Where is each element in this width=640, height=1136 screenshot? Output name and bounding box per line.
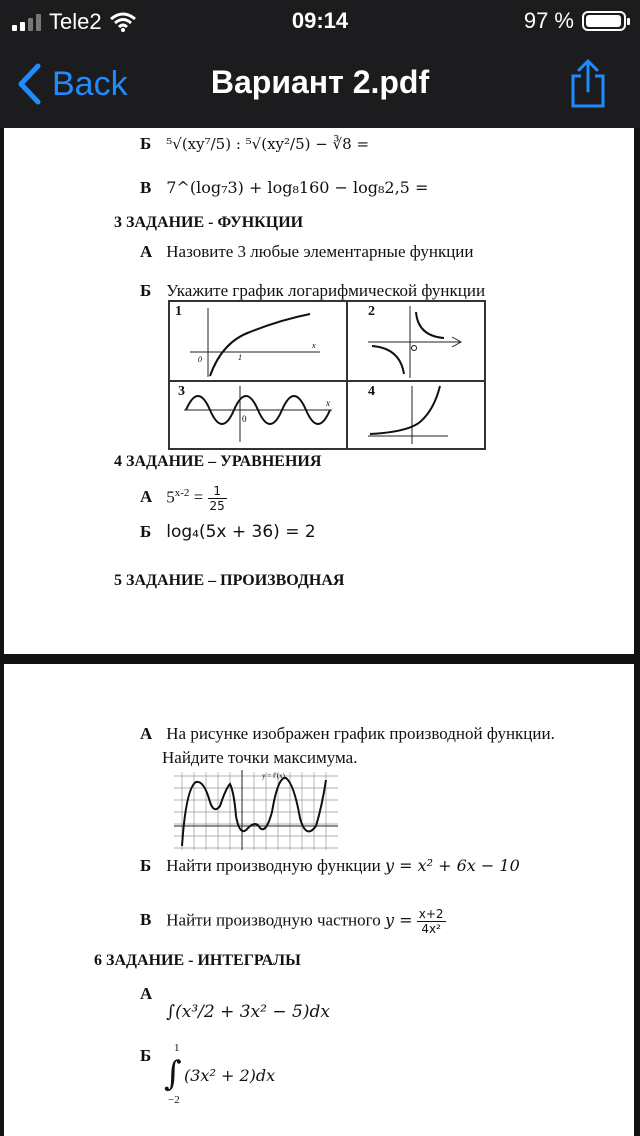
task2-b-expression: ⁵√(xy⁷/5) : ⁵√(xy²/5) − ∛8 =: [166, 135, 370, 153]
task5-v-text: Найти производную частного: [166, 910, 381, 930]
task4-b-expression: log₄(5x + 36) = 2: [166, 522, 316, 542]
clock: 09:14: [291, 8, 349, 33]
task4-a-exponent: x-2: [174, 486, 190, 499]
task5-v-numerator: x+2: [418, 907, 444, 921]
graph-cell-3: [169, 381, 347, 449]
task4-heading: 4 ЗАДАНИЕ – УРАВНЕНИЯ: [114, 453, 322, 470]
share-button[interactable]: [568, 58, 608, 113]
graph-number-4: 4: [368, 384, 375, 399]
task2-v-label: В: [140, 178, 152, 197]
task6-heading: 6 ЗАДАНИЕ - ИНТЕГРАЛЫ: [94, 952, 301, 969]
status-right: [524, 8, 626, 34]
pdf-page-1[interactable]: [4, 128, 634, 654]
battery-percent: 97 %: [523, 8, 574, 33]
svg-text:x: x: [312, 341, 316, 350]
task2-v-expression: 7^(log₇3) + log₈160 − log₈2,5 =: [166, 178, 429, 197]
task5-b-line: [140, 856, 520, 876]
task6-b-line: [140, 1046, 162, 1066]
document-title: Вариант 2.pdf: [210, 64, 430, 100]
status-bar: [0, 0, 640, 44]
task5-v-label: В: [140, 910, 152, 930]
battery-fill: [586, 15, 621, 27]
task5-a-text-line2: Найдите точки максимума.: [162, 748, 358, 767]
svg-text:x: x: [326, 398, 330, 408]
graph-cell-4: [347, 381, 485, 449]
navigation-bar: [0, 44, 640, 128]
task4-a-denominator: 25: [209, 499, 225, 513]
svg-text:1: 1: [238, 353, 242, 362]
carrier-name: Tele2: [49, 9, 102, 34]
task2-b-line: [140, 134, 369, 154]
task5-a-text-line1: На рисунке изображен график производной функции.: [166, 724, 555, 743]
task6-a-line: [140, 984, 330, 1022]
task4-a-line: [140, 484, 227, 513]
task6-b-label: Б: [140, 1046, 152, 1065]
task3-b-text: Укажите график логарифмической функции: [166, 281, 486, 300]
derivative-graph: [170, 768, 342, 850]
function-graphs-table: [168, 300, 486, 450]
task6-b-lower-limit: −2: [168, 1094, 180, 1106]
sine-graph: [170, 382, 346, 448]
share-icon: [568, 58, 608, 108]
task3-b-line: [140, 281, 485, 301]
battery-icon: [582, 11, 626, 31]
task4-a-base: 5: [166, 487, 175, 507]
task5-v-fraction: [417, 907, 446, 936]
task2-v-line: [140, 178, 428, 198]
task3-a-line: [140, 242, 474, 262]
svg-text:0: 0: [242, 414, 247, 424]
task5-heading: 5 ЗАДАНИЕ – ПРОИЗВОДНАЯ: [114, 572, 345, 589]
task3-a-text: Назовите 3 любые элементарные функции: [166, 242, 474, 261]
graph-cell-1: [169, 301, 347, 381]
graph-cell-2: [347, 301, 485, 381]
task5-b-expression: y = x² + 6x − 10: [384, 856, 520, 875]
task6-a-label: А: [140, 984, 153, 1003]
task5-b-label: Б: [140, 856, 152, 875]
task3-b-label: Б: [140, 281, 152, 300]
task5-b-text: Найти производную функции: [166, 856, 381, 875]
task5-a-label: А: [140, 724, 153, 743]
graph-number-2: 2: [368, 304, 375, 319]
task5-v-denominator: 4x²: [421, 922, 441, 936]
graph-number-3: 3: [178, 384, 185, 399]
derivative-graph-label: y = f′(x): [262, 772, 285, 780]
task4-a-numerator: 1: [208, 484, 227, 499]
task3-a-label: А: [140, 242, 153, 261]
task5-v-line: [140, 907, 446, 936]
task4-a-label: А: [140, 487, 153, 507]
task4-b-label: Б: [140, 522, 152, 541]
task3-heading: 3 ЗАДАНИЕ - ФУНКЦИИ: [114, 214, 304, 231]
task6-a-expression: ∫(x³/2 + 3x² − 5)dx: [166, 1002, 330, 1022]
integral-sign-icon: ∫: [164, 1054, 182, 1094]
task6-b-upper-limit: 1: [174, 1042, 180, 1054]
log-function-graph: [170, 302, 346, 380]
back-label: Back: [52, 64, 128, 103]
task4-b-line: [140, 522, 316, 542]
task5-v-expression: y =: [384, 910, 413, 930]
graph-number-1: 1: [175, 304, 182, 319]
task6-b-expression: (3x² + 2)dx: [184, 1066, 276, 1085]
svg-text:0: 0: [198, 355, 202, 364]
task4-a-fraction: [208, 484, 227, 513]
task2-b-label: Б: [140, 134, 152, 153]
task5-a-line: [140, 724, 555, 744]
pdf-page-2[interactable]: [4, 664, 634, 1136]
task4-a-equals: =: [193, 487, 204, 507]
